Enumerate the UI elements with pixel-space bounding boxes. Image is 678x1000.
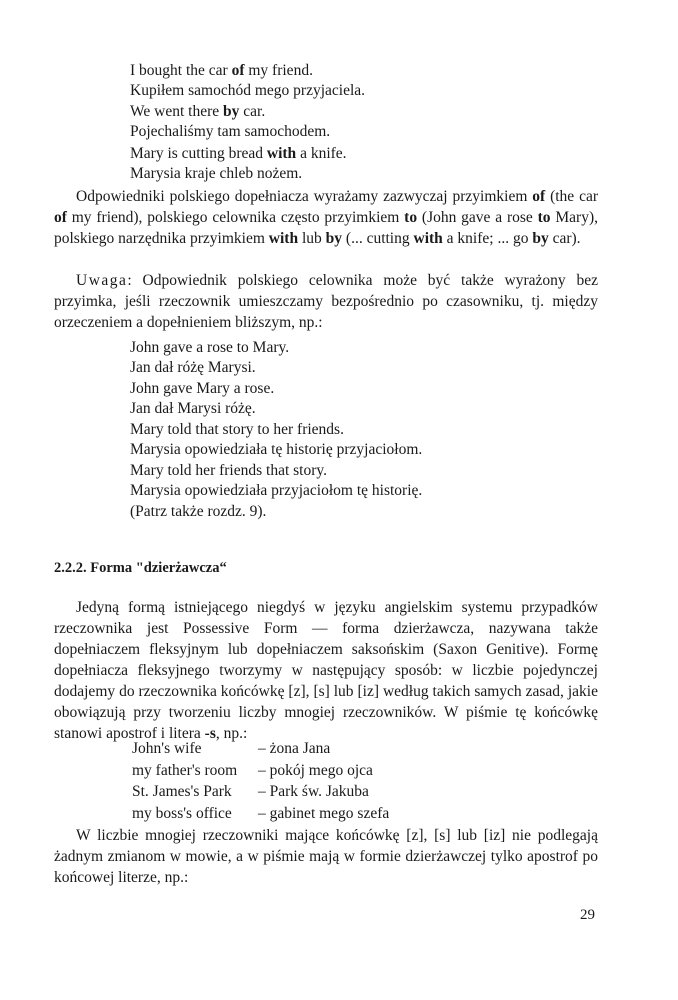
example-line — [130, 144, 347, 164]
english-form: St. James's Park — [132, 783, 232, 800]
possessive-row — [132, 760, 389, 782]
example-text: my friend. — [244, 62, 313, 79]
example-line — [130, 164, 302, 184]
possessive-row — [132, 781, 389, 803]
example-line: Jan dał Marysi różę. — [130, 400, 256, 417]
example-line — [130, 102, 265, 122]
example-bold-word: by — [223, 103, 240, 120]
paragraph-possessive: Jedyną formą istniejącego niegdyś w języku angielskim systemu przypadków rzeczownika jest Possessive Form — forma dzierżawcza, nazywana także dopełniaczem fleksyjnym lub dopełniaczem saksońskim (Saxon Genitive). Formę dopełniacza fleksyjnego tworzymy w następujący sposób: w liczbie pojedynczej dodajemy do rzeczownika końcówkę [z], [s] lub [iz] według takich samych zasad, jakie obowiązują przy tworzeniu liczby mnogiej rzeczowników. W piśmie tę końcówkę stanowi apostrof i litera -s, np.: — [54, 599, 598, 742]
example-bold-word: with — [266, 145, 297, 162]
possessive-examples — [132, 738, 389, 824]
example-text: Kupiłem samochód mego przyjaciela. — [130, 82, 366, 99]
polish-translation: – żona Jana — [258, 740, 331, 757]
example-text: I bought the car — [130, 62, 232, 79]
example-line: Marysia opowiedziała przyjaciołom tę historię. — [130, 482, 423, 499]
example-line: Mary told that story to her friends. — [130, 421, 344, 438]
example-line: John gave a rose to Mary. — [130, 339, 290, 356]
example-line: Marysia opowiedziała tę historię przyjaciołom. — [130, 441, 423, 458]
paragraph-prepositions: Odpowiedniki polskiego dopełniacza wyrażamy zazwyczaj przyimkiem of (the car of my friend), polskiego celownika często przyimkiem to (John gave a rose to Mary), polskiego narzędnika przyimkiem with lub by (... cutting with a knife; ... go by car). — [54, 188, 598, 247]
example-text: car. — [239, 103, 266, 120]
example-text: Mary is cutting bread — [130, 145, 267, 162]
example-line — [130, 81, 365, 101]
example-line: John gave Mary a rose. — [130, 380, 275, 397]
example-line — [130, 61, 313, 81]
polish-translation: – Park św. Jakuba — [258, 783, 369, 800]
paragraph-note — [54, 270, 598, 333]
possessive-row — [132, 738, 389, 760]
polish-translation: – pokój mego ojca — [258, 761, 373, 779]
polish-translation: – gabinet mego szefa — [258, 804, 390, 822]
example-line: Mary told her friends that story. — [130, 462, 328, 479]
note-label: Uwaga — [76, 272, 128, 289]
example-text: We went there — [130, 103, 223, 120]
english-form: John's wife — [132, 740, 202, 757]
example-line: (Patrz także rozdz. 9). — [130, 503, 267, 520]
example-line: Jan dał różę Marysi. — [130, 359, 256, 376]
paragraph-plural: W liczbie mnogiej rzeczowniki mające końcówkę [z], [s] lub [iz] nie podlegają żadnym zmianom w mowie, a w piśmie mają w formie dzierżawczej tylko apostrof po końcowej literze, np.: — [54, 827, 598, 886]
example-line — [130, 122, 330, 142]
note-text: : Odpowiednik polskiego celownika może być także wyrażony bez przyimka, jeśli rzeczownik umieszczamy bezpośrednio po czasowniku, tj. między orzeczeniem a dopełnieniem bliższym, np.: — [54, 272, 598, 331]
example-text: Marysia kraje chleb nożem. — [130, 165, 303, 182]
english-form: my boss's office — [132, 804, 232, 822]
english-form: my father's room — [132, 761, 238, 779]
possessive-row — [132, 803, 389, 825]
page-number: 29 — [580, 907, 595, 923]
example-text: Pojechaliśmy tam samochodem. — [130, 123, 331, 140]
example-text: a knife. — [296, 145, 347, 162]
section-heading: 2.2.2. Forma "dzierżawcza“ — [54, 560, 227, 576]
example-bold-word: of — [231, 62, 245, 79]
